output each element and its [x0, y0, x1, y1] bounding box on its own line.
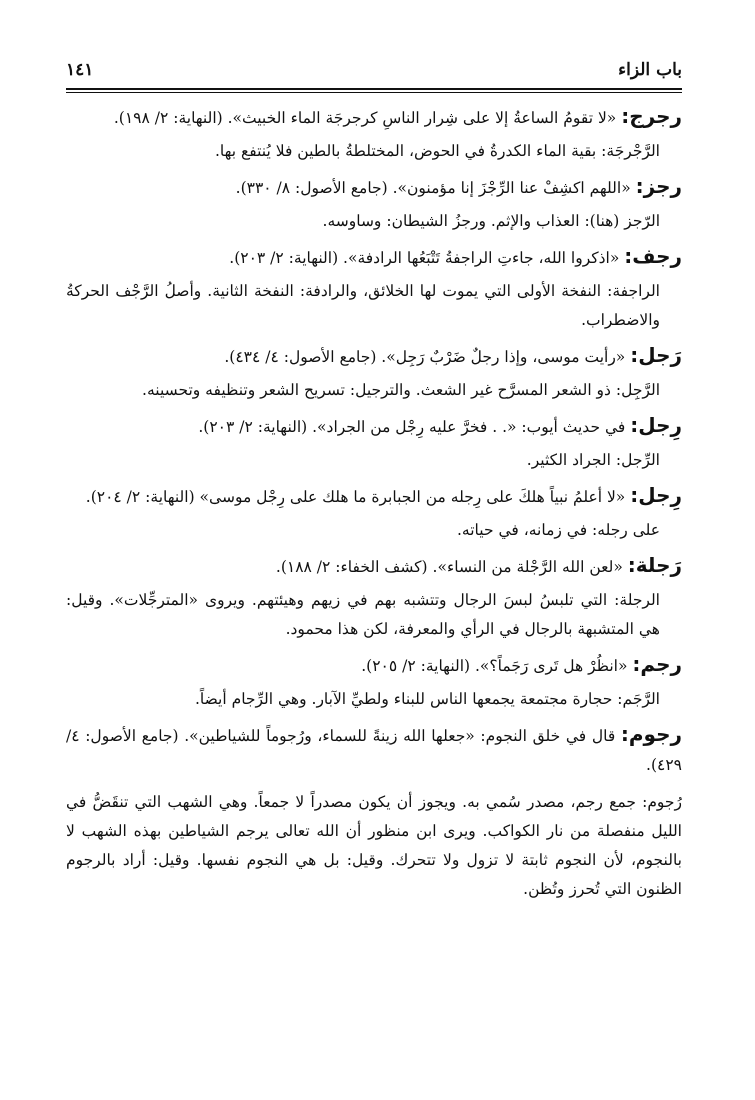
entry-root: رجز: [635, 174, 682, 198]
hadith-entry [66, 102, 682, 133]
entry-text: «لعن الله الرَّجْلة من النساء». (كشف الخفاء: ٢/ ١٨٨). [275, 558, 628, 576]
header-rule [66, 88, 682, 93]
page-number: ١٤١ [66, 60, 94, 80]
explanation: الرجلة: التي تلبسُ لبسَ الرجال وتتشبه بهم في زيهم وهيئتهم. ويروى «المترجِّلات». وقيل: هي المتشبهة بالرجال في الرأي والمعرفة، لكن هذا محمود. [66, 591, 660, 638]
entry-root: رجف: [624, 244, 682, 268]
entry-root: رَجل: [630, 343, 682, 367]
dictionary-body [66, 102, 682, 910]
chapter-title: باب الزاء [618, 60, 682, 80]
entry-text: قال في خلق النجوم: «جعلها الله زينةً للسماء، ورُجوماً للشياطين». (جامع الأصول: ٤/ ٤٢٩). [66, 727, 682, 774]
explanation: الراجفة: النفخة الأولى التي يموت لها الخلائق، والرادفة: النفخة الثانية. وأصلُ الرَّجْف الحركةُ والاضطراب. [66, 282, 660, 329]
hadith-entry [66, 481, 682, 512]
entry-root: رجرج: [621, 104, 682, 128]
hadith-entry [66, 650, 682, 681]
entry-text: «اللهم اكشِفْ عنا الرِّجْزَ إنا مؤمنون». (جامع الأصول: ٨/ ٣٣٠). [235, 179, 636, 197]
page-header [66, 60, 682, 80]
explanation: على رجله: في زمانه، في حياته. [457, 521, 660, 539]
entry-root: رِجل: [630, 483, 682, 507]
entry-text: «لا أعلمُ نبياً هلكَ على رِجله من الجبابرة ما هلك على رِجْل موسى» (النهاية: ٢/ ٢٠٤). [85, 488, 631, 506]
entry-text: «اذكروا الله، جاءتِ الراجفةُ تَتْبَعُها الرادفة». (النهاية: ٢/ ٢٠٣). [229, 249, 625, 267]
entry-text: في حديث أيوب: «. . فخرَّ عليه رِجْل من الجراد». (النهاية: ٢/ ٢٠٣). [198, 418, 631, 436]
entry-text: «انظُرْ هل تَرى رَجَماً؟». (النهاية: ٢/ ٢٠٥). [361, 657, 633, 675]
explanation: الرَّجْرجَة: بقية الماء الكدرةُ في الحوض، المختلطةُ بالطين فلا يُنتفع بها. [215, 142, 660, 160]
hadith-entry [66, 720, 682, 780]
entry-root: رِجل: [630, 413, 682, 437]
hadith-entry [66, 172, 682, 203]
entry-root: رجوم: [620, 722, 682, 746]
explanation: الرِّجل: الجراد الكثير. [526, 451, 660, 469]
explanation: الرَّجَم: حجارة مجتمعة يجمعها الناس للبناء ولطيِّ الآبار. وهي الرِّجام أيضاً. [194, 690, 660, 708]
hadith-entry [66, 411, 682, 442]
hadith-entry [66, 341, 682, 372]
hadith-entry [66, 242, 682, 273]
explanation: الرّجز (هنا): العذاب والإثم. ورجزُ الشيطان: وساوسه. [322, 212, 660, 230]
hadith-entry [66, 551, 682, 582]
explanation: رُجوم: جمع رجم، مصدر سُمي به. ويجوز أن يكون مصدراً لا جمعاً. وهي الشهب التي تنقَضُّ في الليل منفصلة من نار الكواكب. ويرى ابن منظور أن الله تعالى يرجم الشياطين بهذه الشهب لا بالنجوم، لأن النجوم ثابتة لا تزول ولا تتحرك. وقيل: بل هي النجوم نفسها. وقيل: أراد بالرجوم الظنون التي تُحرز وتُظن. [66, 793, 682, 898]
entry-root: رَجلة: [627, 553, 682, 577]
explanation: الرَّجِل: ذو الشعر المسرَّح غير الشعث. والترجيل: تسريح الشعر وتنظيفه وتحسينه. [142, 381, 660, 399]
entry-root: رجم: [632, 652, 682, 676]
entry-text: «لا تقومُ الساعةُ إلا على شِرار الناسِ كرجرجَة الماء الخبيث». (النهاية: ٢/ ١٩٨). [113, 109, 622, 127]
entry-text: «رأيت موسى، وإذا رجلٌ ضَرْبٌ رَجِل». (جامع الأصول: ٤/ ٤٣٤). [224, 348, 631, 366]
